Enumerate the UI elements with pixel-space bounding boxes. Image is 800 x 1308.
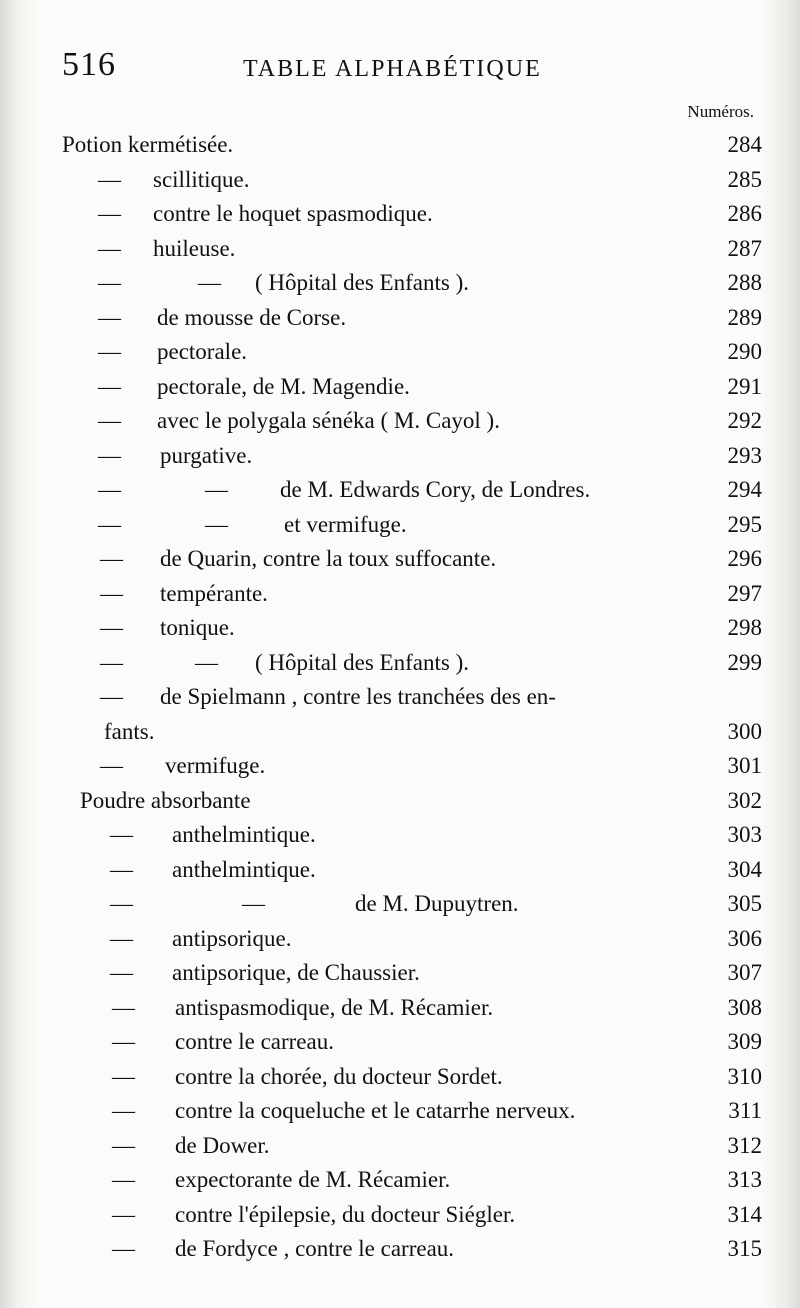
entry-number: 313 <box>727 1167 762 1192</box>
entry-text: antipsorique, de Chaussier. <box>172 960 420 985</box>
ditto-dash-secondary: — <box>195 649 218 675</box>
entry-number: 295 <box>727 511 762 537</box>
ditto-dash-secondary: — <box>242 891 265 916</box>
entry-text: de Spielmann , contre les tranchées des en- <box>160 684 556 709</box>
entry-text: contre le carreau. <box>175 1029 334 1054</box>
entry-number: 308 <box>727 994 762 1020</box>
entry-number: 291 <box>727 373 762 399</box>
entry-number: 294 <box>727 477 762 502</box>
entry-number: 304 <box>727 856 762 882</box>
ditto-dash: — <box>110 960 133 985</box>
ditto-dash: — <box>110 822 133 847</box>
entry-number: 290 <box>727 339 762 364</box>
index-entry <box>0 991 800 1026</box>
entry-text: de M. Edwards Cory, de Londres. <box>280 477 591 502</box>
ditto-dash: — <box>112 1029 135 1054</box>
entry-number: 286 <box>727 201 762 226</box>
index-entry <box>0 922 800 957</box>
index-entry <box>0 266 800 301</box>
entry-text: contre la coqueluche et le catarrhe nerveux. <box>175 1098 576 1123</box>
ditto-dash: — <box>98 511 121 537</box>
ditto-dash: — <box>98 304 121 330</box>
ditto-dash: — <box>98 235 121 261</box>
entry-text: avec le polygala sénéka ( M. Cayol ). <box>157 408 500 433</box>
entry-text: vermifuge. <box>165 753 266 778</box>
ditto-dash: — <box>110 891 133 916</box>
entry-text: tempérante. <box>160 580 268 606</box>
ditto-dash: — <box>100 615 123 640</box>
entry-text: pectorale. <box>157 339 248 364</box>
entry-text: Poudre absorbante <box>80 787 251 813</box>
entry-text: scillitique. <box>153 166 250 192</box>
ditto-dash: — <box>98 408 121 433</box>
ditto-dash: — <box>100 753 123 778</box>
entry-text: pectorale, de M. Magendie. <box>157 373 410 399</box>
index-entry <box>0 508 800 543</box>
entry-text: huileuse. <box>153 235 236 261</box>
entry-number: 312 <box>727 1132 762 1158</box>
entry-number: 299 <box>727 649 762 675</box>
entry-text: antipsorique. <box>172 925 292 951</box>
entry-number: 310 <box>727 1063 762 1089</box>
entry-text: expectorante de M. Récamier. <box>175 1167 451 1192</box>
ditto-dash-secondary: — <box>198 270 221 295</box>
page-number: 516 <box>62 46 116 83</box>
ditto-dash: — <box>98 373 121 399</box>
entry-number: 292 <box>727 408 762 433</box>
ditto-dash: — <box>98 201 121 226</box>
entry-text: ( Hôpital des Enfants ). <box>255 649 469 675</box>
numbers-column-label: Numéros. <box>687 102 754 121</box>
index-entry <box>0 715 800 750</box>
ditto-dash: — <box>100 649 123 675</box>
entry-number: 305 <box>727 891 762 916</box>
ditto-dash: — <box>112 1167 135 1192</box>
ditto-dash: — <box>98 477 121 502</box>
entry-number: 296 <box>727 546 762 571</box>
entry-number: 293 <box>727 442 762 468</box>
entry-number: 300 <box>727 718 762 744</box>
ditto-dash: — <box>100 684 123 709</box>
ditto-dash: — <box>98 339 121 364</box>
index-entry <box>0 1129 800 1164</box>
index-entry <box>0 128 800 163</box>
index-entry <box>0 611 800 646</box>
entry-number: 284 <box>727 132 762 157</box>
ditto-dash: — <box>100 546 123 571</box>
entry-number: 301 <box>727 753 762 778</box>
index-entry <box>0 1094 800 1129</box>
index-entry <box>0 749 800 784</box>
entry-text: contre l'épilepsie, du docteur Siégler. <box>175 1201 516 1227</box>
ditto-dash: — <box>112 1063 135 1089</box>
ditto-dash: — <box>110 925 133 951</box>
entry-text: contre la chorée, du docteur Sordet. <box>175 1063 503 1089</box>
entry-text: et vermifuge. <box>284 511 407 537</box>
ditto-dash: — <box>112 1132 135 1158</box>
index-entries <box>0 128 800 1267</box>
index-entry <box>0 370 800 405</box>
ditto-dash: — <box>110 856 133 882</box>
entry-text: purgative. <box>160 442 253 468</box>
entry-number: 309 <box>727 1029 762 1054</box>
ditto-dash: — <box>112 1098 135 1123</box>
entry-text: de mousse de Corse. <box>157 304 347 330</box>
entry-text: ( Hôpital des Enfants ). <box>255 270 469 295</box>
index-entry <box>0 1198 800 1233</box>
index-entry <box>0 542 800 577</box>
entry-number: 288 <box>727 270 762 295</box>
index-entry <box>0 577 800 612</box>
ditto-dash: — <box>98 442 121 468</box>
ditto-dash-secondary: — <box>205 511 228 537</box>
index-entry <box>0 473 800 508</box>
entry-number: 297 <box>727 580 762 606</box>
entry-number: 303 <box>727 822 762 847</box>
entry-number: 298 <box>727 615 762 640</box>
index-entry <box>0 784 800 819</box>
entry-text: de Fordyce , contre le carreau. <box>175 1236 455 1261</box>
entry-number: 315 <box>727 1236 762 1261</box>
index-entry <box>0 301 800 336</box>
page-header <box>0 42 800 92</box>
index-entry <box>0 335 800 370</box>
index-entry <box>0 646 800 681</box>
ditto-dash-secondary: — <box>205 477 228 502</box>
running-title: TABLE ALPHABÉTIQUE <box>243 56 542 82</box>
index-entry <box>0 1060 800 1095</box>
index-entry <box>0 232 800 267</box>
entry-number: 302 <box>727 787 762 813</box>
entry-number: 311 <box>728 1098 762 1123</box>
ditto-dash: — <box>98 166 121 192</box>
entry-text: de Quarin, contre la toux suffocante. <box>160 546 497 571</box>
entry-number: 307 <box>727 960 762 985</box>
index-entry <box>0 404 800 439</box>
ditto-dash: — <box>112 1236 135 1261</box>
ditto-dash: — <box>112 994 135 1020</box>
entry-text: contre le hoquet spasmodique. <box>153 201 433 226</box>
index-entry <box>0 818 800 853</box>
index-entry <box>0 853 800 888</box>
entry-text: anthelmintique. <box>172 822 316 847</box>
entry-text: de M. Dupuytren. <box>355 891 519 916</box>
index-entry <box>0 439 800 474</box>
entry-number: 314 <box>727 1201 762 1227</box>
entry-number: 306 <box>727 925 762 951</box>
ditto-dash: — <box>98 270 121 295</box>
index-entry <box>0 1025 800 1060</box>
entry-text: de Dower. <box>175 1132 270 1158</box>
entry-text: antispasmodique, de M. Récamier. <box>175 994 494 1020</box>
index-entry <box>0 680 800 715</box>
index-entry <box>0 887 800 922</box>
index-entry <box>0 197 800 232</box>
index-entry <box>0 163 800 198</box>
index-entry <box>0 1163 800 1198</box>
index-entry <box>0 1232 800 1267</box>
ditto-dash: — <box>112 1201 135 1227</box>
entry-text: fants. <box>104 718 155 744</box>
entry-number: 289 <box>727 304 762 330</box>
entry-text: tonique. <box>160 615 235 640</box>
entry-number: 287 <box>727 235 762 261</box>
index-entry <box>0 956 800 991</box>
entry-text: anthelmintique. <box>172 856 316 882</box>
ditto-dash: — <box>100 580 123 606</box>
entry-number: 285 <box>727 166 762 192</box>
entry-text: Potion kermétisée. <box>62 132 234 157</box>
